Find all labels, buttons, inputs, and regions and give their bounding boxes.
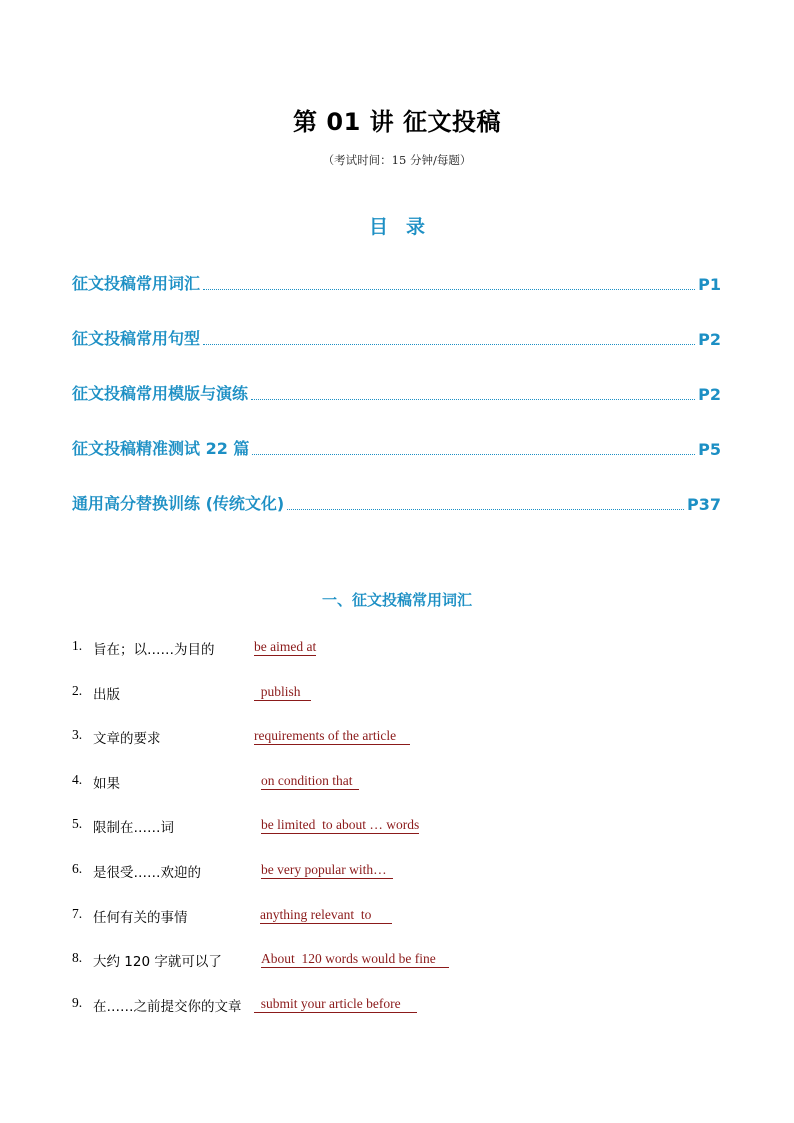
english-answer: anything relevant to	[260, 906, 392, 922]
toc-item-page: P2	[698, 385, 721, 404]
english-answer: submit your article before	[254, 995, 418, 1011]
toc-item-label: 征文投稿常用模版与演练	[72, 384, 249, 403]
item-number: 1.	[72, 638, 83, 653]
toc-item[interactable]	[72, 376, 721, 431]
list-item	[72, 636, 732, 681]
list-item	[72, 948, 732, 993]
section-heading: 一、征文投稿常用词汇	[321, 591, 472, 609]
chinese-term: 在……之前提交你的文章	[93, 998, 242, 1015]
toc-item[interactable]	[72, 321, 721, 376]
item-number: 7.	[72, 905, 83, 921]
english-answer: publish	[254, 683, 311, 699]
toc-leader-dots	[203, 344, 695, 345]
toc-item-page: P2	[698, 330, 721, 349]
toc-heading: 目录	[368, 216, 443, 238]
list-item	[72, 814, 732, 859]
page-title: 第 01 讲 征文投稿	[293, 108, 501, 136]
toc-item-label: 征文投稿常用句型	[72, 329, 201, 348]
item-number: 8.	[72, 950, 83, 966]
vocab-list	[72, 636, 732, 1037]
list-item	[72, 681, 732, 726]
toc-item-label: 征文投稿精准测试 22 篇	[72, 439, 250, 458]
toc-item-page: P1	[698, 275, 721, 294]
chinese-term: 是很受……欢迎的	[93, 864, 201, 881]
english-answer: be limited to about … words	[261, 817, 420, 833]
toc-item[interactable]	[72, 266, 721, 321]
english-answer: About 120 words would be fine	[261, 951, 450, 967]
list-item	[72, 770, 732, 815]
toc-leader-dots	[287, 509, 684, 510]
list-item	[72, 993, 732, 1038]
english-answer: be aimed at	[254, 639, 317, 654]
list-item	[72, 904, 732, 949]
chinese-term: 任何有关的事情	[93, 909, 188, 926]
item-number: 4.	[72, 771, 83, 787]
toc-item-page: P5	[698, 440, 721, 459]
chinese-term: 如果	[93, 775, 120, 792]
chinese-term: 旨在；以……为目的	[93, 642, 215, 658]
chinese-term: 出版	[93, 686, 120, 703]
english-answer: on condition that	[261, 772, 360, 788]
list-item	[72, 859, 732, 904]
item-number: 5.	[72, 816, 83, 832]
item-number: 9.	[72, 994, 83, 1010]
toc-item-label: 征文投稿常用词汇	[72, 274, 201, 293]
toc-leader-dots	[252, 454, 695, 455]
toc-item[interactable]	[72, 431, 721, 486]
chinese-term: 限制在……词	[93, 820, 174, 837]
english-answer: be very popular with…	[261, 861, 394, 877]
toc-item[interactable]	[72, 486, 721, 541]
toc-item-label: 通用高分替换训练 (传统文化)	[72, 494, 285, 513]
toc-item-page: P37	[687, 495, 721, 514]
item-number: 3.	[72, 727, 83, 743]
exam-time-note: （考试时间：15 分钟/每题）	[322, 153, 472, 167]
toc-leader-dots	[251, 399, 695, 400]
chinese-term: 文章的要求	[93, 731, 161, 748]
toc-leader-dots	[203, 289, 695, 290]
item-number: 6.	[72, 860, 83, 876]
list-item	[72, 725, 732, 770]
item-number: 2.	[72, 682, 83, 698]
table-of-contents	[72, 266, 721, 541]
english-answer: requirements of the article	[254, 728, 410, 744]
chinese-term: 大约 120 字就可以了	[93, 954, 222, 971]
